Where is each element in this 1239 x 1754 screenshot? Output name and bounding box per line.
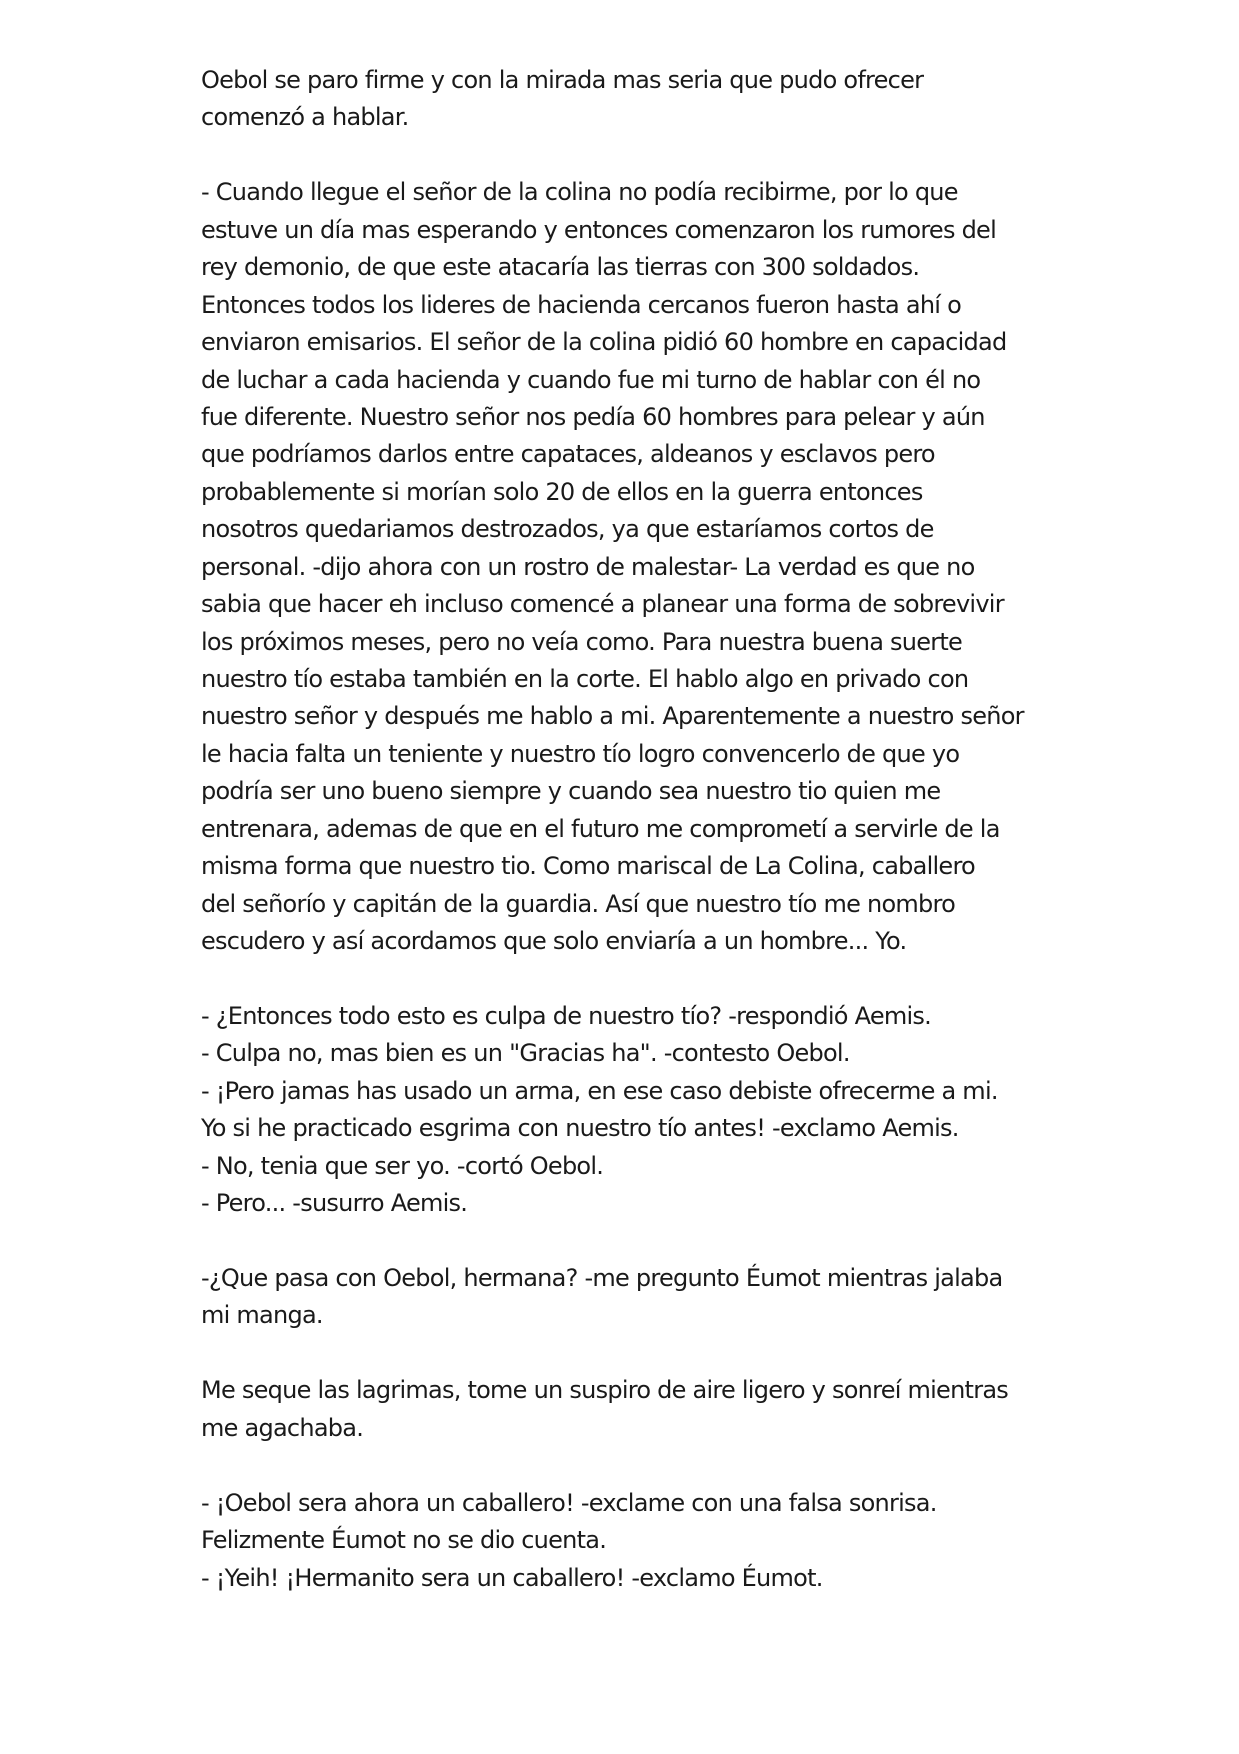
text-line: los próximos meses, pero no veía como. Para nuestra buena suerte	[201, 627, 963, 656]
text-line: - ¡Oebol sera ahora un caballero! -exclame con una falsa sonrisa.	[201, 1488, 937, 1517]
text-line: le hacia falta un teniente y nuestro tío logro convencerlo de que yo	[201, 739, 960, 768]
text-line: nosotros quedariamos destrozados, ya que estaríamos cortos de	[201, 515, 934, 544]
text-line: sabia que hacer eh incluso comencé a planear una forma de sobrevivir	[201, 590, 1004, 619]
paragraph	[201, 174, 1061, 960]
paragraph-gap	[201, 1447, 1061, 1484]
text-line: escudero y así acordamos que solo enviaría a un hombre... Yo.	[201, 927, 907, 956]
text-line: - Cuando llegue el señor de la colina no podía recibirme, por lo que	[201, 178, 958, 207]
paragraph-gap	[201, 1335, 1061, 1372]
text-line: fue diferente. Nuestro señor nos pedía 60 hombres para pelear y aún	[201, 402, 985, 431]
text-line: de luchar a cada hacienda y cuando fue mi turno de hablar con él no	[201, 365, 981, 394]
text-line: me agachaba.	[201, 1413, 364, 1442]
paragraph-gap	[201, 137, 1061, 174]
text-line: - ¡Pero jamas has usado un arma, en ese caso debiste ofrecerme a mi.	[201, 1076, 998, 1105]
text-line: - Culpa no, mas bien es un "Gracias ha". -contesto Oebol.	[201, 1039, 850, 1068]
text-line: -¿Que pasa con Oebol, hermana? -me pregunto Éumot mientras jalaba	[201, 1264, 1003, 1292]
text-line: podría ser uno bueno siempre y cuando sea nuestro tio quien me	[201, 777, 941, 806]
text-line: - No, tenia que ser yo. -cortó Oebol.	[201, 1151, 604, 1180]
text-line: Entonces todos los lideres de hacienda cercanos fueron hasta ahí o	[201, 290, 962, 319]
text-line: - Pero... -susurro Aemis.	[201, 1189, 468, 1218]
text-line: entrenara, ademas de que en el futuro me comprometí a servirle de la	[201, 814, 1000, 843]
paragraph-gap	[201, 1223, 1061, 1260]
text-line: nuestro tío estaba también en la corte. El hablo algo en privado con	[201, 665, 969, 693]
story-text	[201, 62, 1061, 1597]
text-line: nuestro señor y después me hablo a mi. Aparentemente a nuestro señor	[201, 702, 1024, 731]
paragraph	[201, 62, 1061, 137]
text-line: - ¡Yeih! ¡Hermanito sera un caballero! -exclamo Éumot.	[201, 1563, 823, 1592]
text-line: comenzó a hablar.	[201, 103, 409, 132]
paragraph	[201, 1485, 1061, 1597]
text-line: que podríamos darlos entre capataces, aldeanos y esclavos pero	[201, 440, 935, 469]
text-line: mi manga.	[201, 1301, 323, 1330]
paragraph	[201, 998, 1061, 1223]
text-line: Felizmente Éumot no se dio cuenta.	[201, 1526, 607, 1555]
text-line: estuve un día mas esperando y entonces comenzaron los rumores del	[201, 215, 996, 244]
text-line: del señorío y capitán de la guardia. Así que nuestro tío me nombro	[201, 889, 956, 918]
text-line: misma forma que nuestro tio. Como mariscal de La Colina, caballero	[201, 852, 975, 881]
text-line: rey demonio, de que este atacaría las tierras con 300 soldados.	[201, 253, 920, 282]
paragraph	[201, 1372, 1061, 1447]
text-line: personal. -dijo ahora con un rostro de malestar- La verdad es que no	[201, 552, 975, 581]
text-line: Me seque las lagrimas, tome un suspiro de aire ligero y sonreí mientras	[201, 1376, 1009, 1405]
text-line: probablemente si morían solo 20 de ellos en la guerra entonces	[201, 477, 923, 506]
text-line: enviaron emisarios. El señor de la colina pidió 60 hombre en capacidad	[201, 328, 1007, 357]
paragraph	[201, 1260, 1061, 1335]
text-line: Oebol se paro firme y con la mirada mas seria que pudo ofrecer	[201, 66, 924, 94]
text-line: Yo si he practicado esgrima con nuestro tío antes! -exclamo Aemis.	[201, 1114, 959, 1143]
paragraph-gap	[201, 961, 1061, 998]
text-line: - ¿Entonces todo esto es culpa de nuestro tío? -respondió Aemis.	[201, 1001, 932, 1030]
